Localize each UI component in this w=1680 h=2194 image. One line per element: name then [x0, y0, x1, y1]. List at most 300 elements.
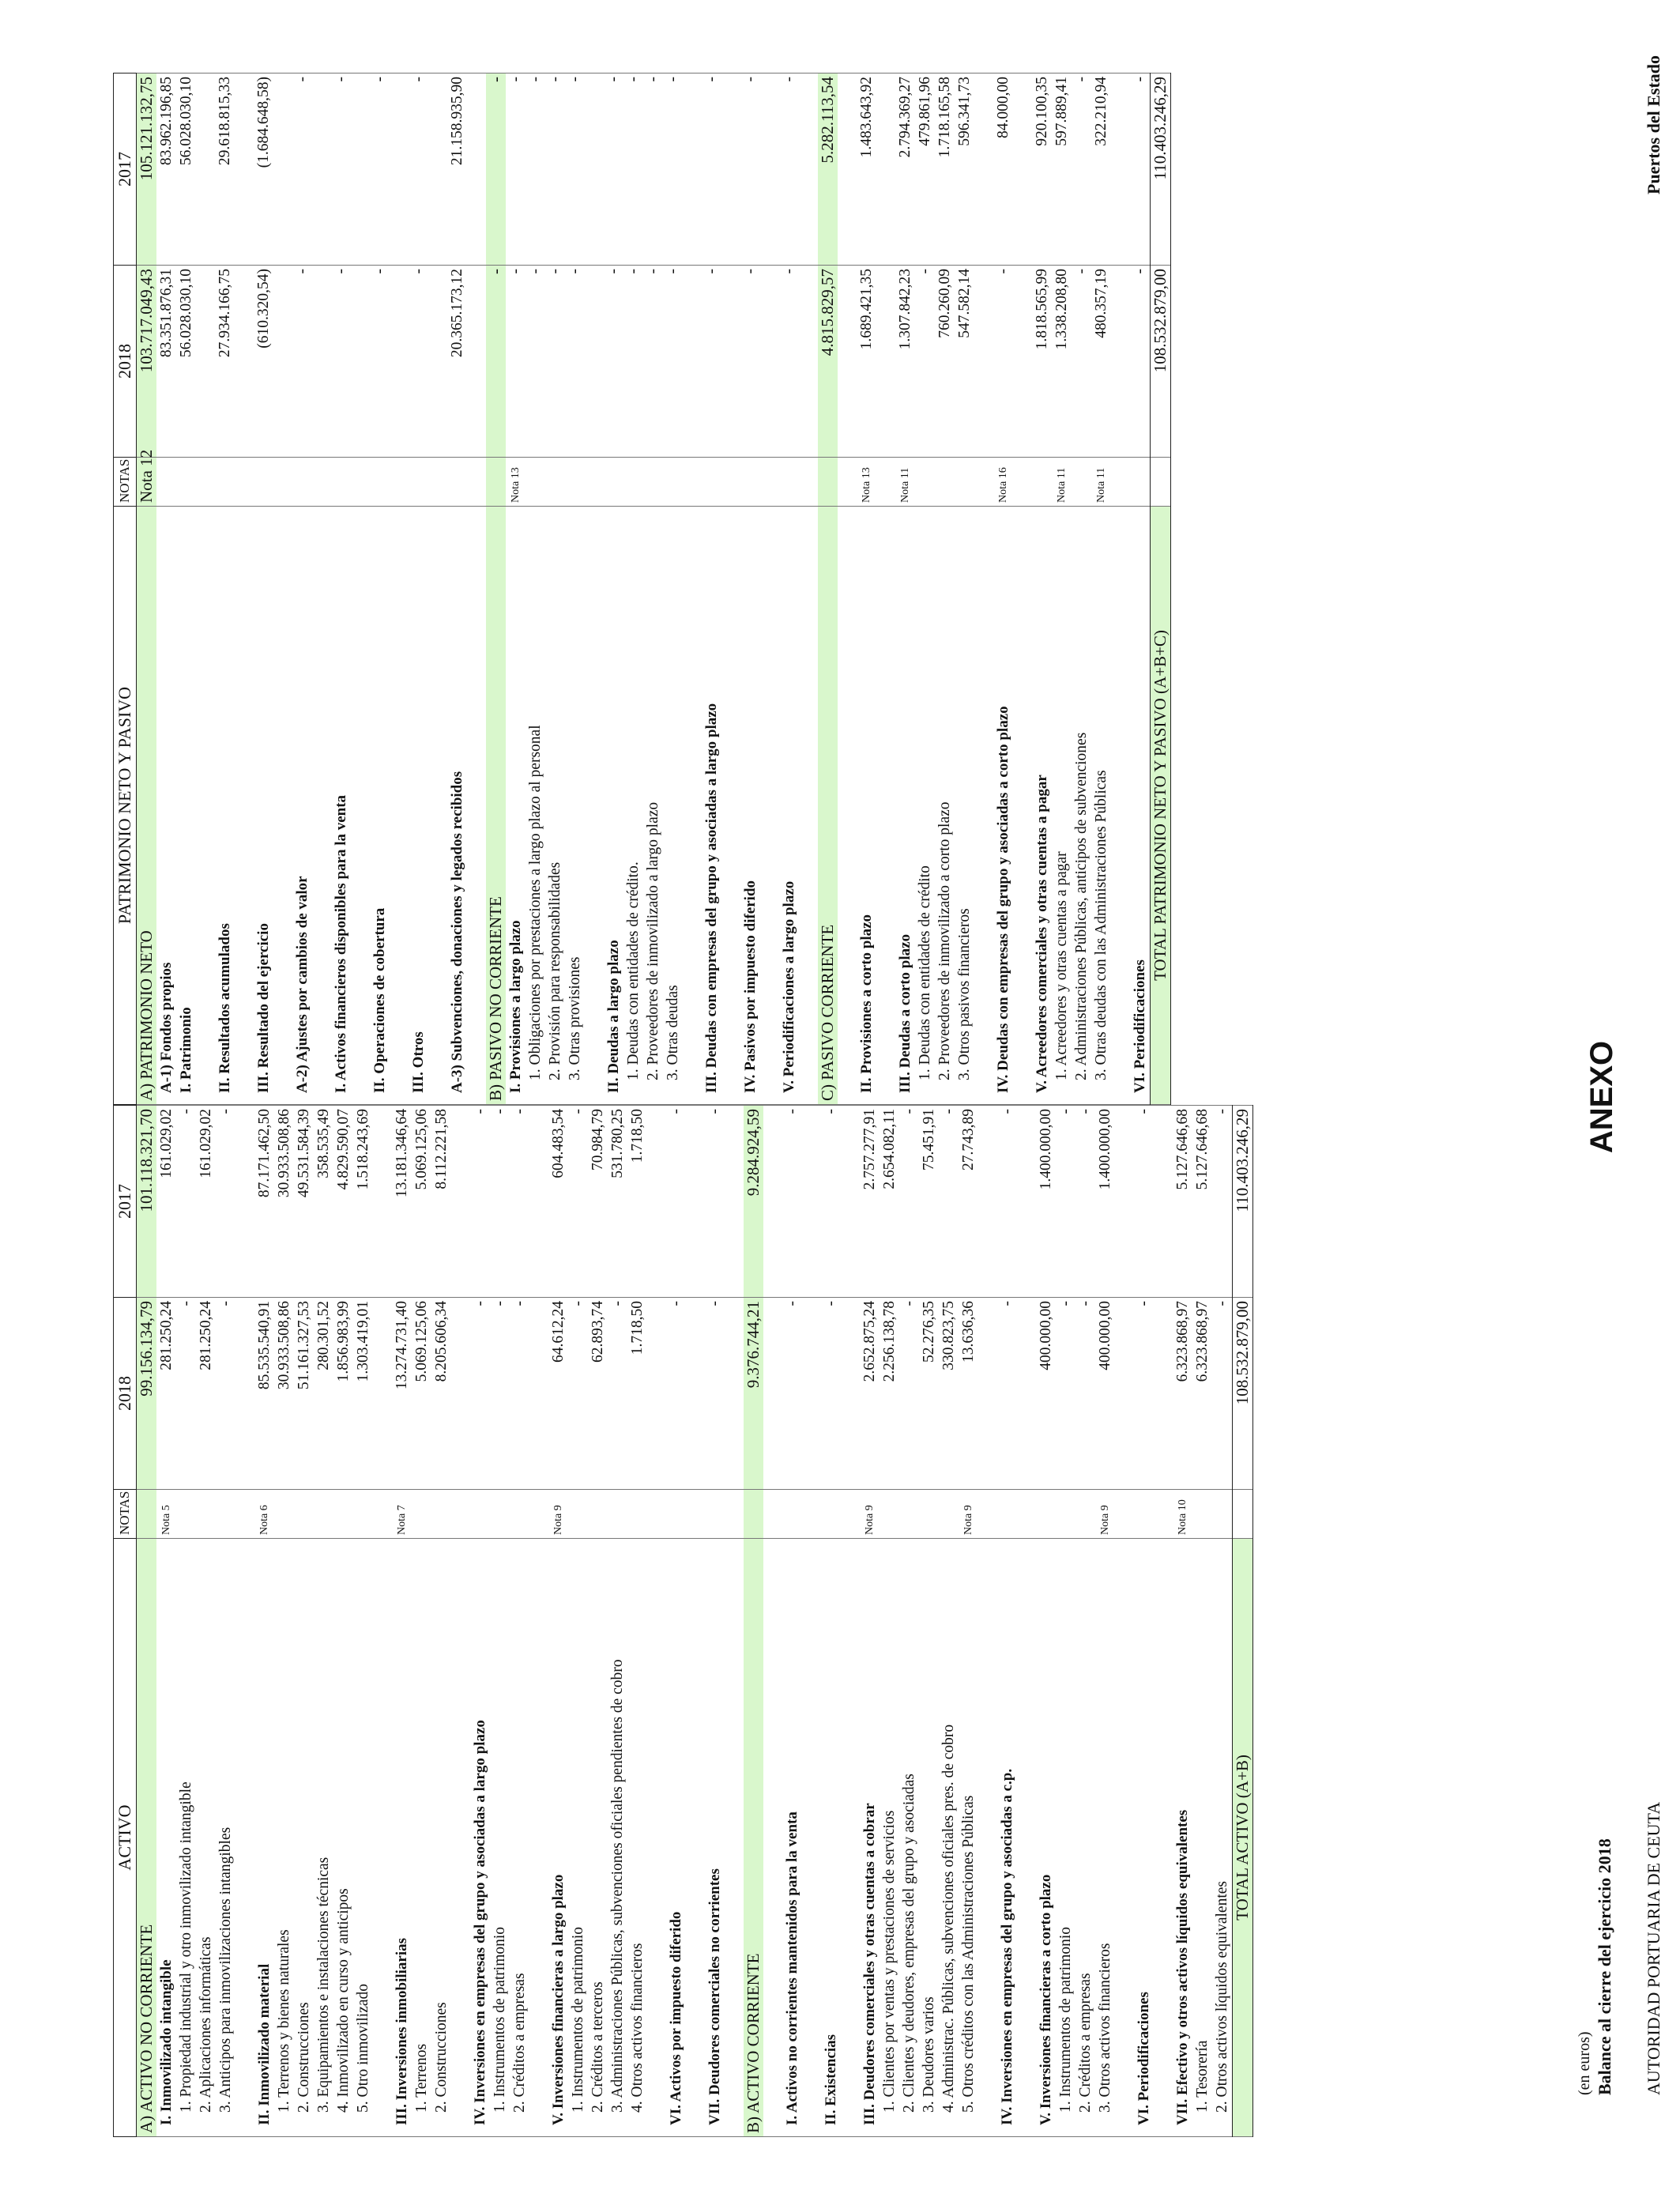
row-nota: Nota 16: [993, 458, 1013, 507]
row-label: III. Otros: [409, 507, 428, 1105]
value-2017: -: [370, 74, 390, 266]
balance-title: Balance al cierre del ejercicio 2018: [1595, 1838, 1614, 2095]
table-row: [370, 74, 390, 1105]
value-2017: -: [216, 1106, 235, 1298]
value-2017: -: [1072, 74, 1091, 266]
row-nota: [779, 458, 799, 507]
row-nota: [899, 1490, 919, 1539]
value-2017: -: [490, 1106, 510, 1298]
row-label: 5. Otros créditos con las Administraciones Públicas: [959, 1539, 978, 2137]
spacer-row: [273, 74, 292, 1105]
table-row: [431, 1106, 451, 2137]
value-2018: 400.000,00: [1095, 1298, 1115, 1490]
value-2018: -: [470, 1298, 490, 1490]
row-label: A-3) Subvenciones, donaciones y legados recibidos: [447, 507, 467, 1105]
row-nota: [740, 458, 760, 507]
table-row: [1032, 74, 1052, 1105]
value-2017: 161.029,02: [196, 1106, 216, 1298]
table-row: [915, 74, 935, 1105]
value-2018: -: [705, 1298, 725, 1490]
row-nota: [915, 458, 935, 507]
row-label: 2. Administraciones Públicas, anticipos de subvenciones: [1072, 507, 1091, 1105]
row-nota: [588, 1490, 608, 1539]
table-row: [490, 1106, 510, 2137]
table-row: [1192, 1106, 1212, 2137]
table-row: [779, 74, 799, 1105]
row-label: 2. Otros activos líquidos equivalentes: [1212, 1539, 1233, 2137]
row-nota: [1032, 458, 1052, 507]
row-label: III. Resultado del ejercicio: [254, 507, 273, 1105]
spacer-row: [373, 1106, 392, 2137]
value-2018: 62.893,74: [588, 1298, 608, 1490]
section-row: [137, 74, 157, 1105]
row-label: V. Inversiones financieras a largo plazo: [548, 1539, 568, 2137]
value-2018: -: [545, 266, 565, 458]
value-2018: 1.307.842,23: [895, 266, 915, 458]
total-2018: 108.532.879,00: [1151, 266, 1171, 458]
table-row: [588, 1106, 608, 2137]
section-row: [744, 1106, 763, 2137]
spacer-row: [196, 74, 215, 1105]
row-label: II. Deudas a largo plazo: [604, 507, 623, 1105]
table-row: [156, 74, 176, 1105]
value-2017: 83.962.196,85: [156, 74, 176, 266]
row-nota: [939, 1490, 959, 1539]
spacer-row: [799, 74, 818, 1105]
value-2018: -: [604, 266, 623, 458]
value-2018: -: [176, 1298, 196, 1490]
value-2017: 84.000,00: [993, 74, 1013, 266]
row-nota: [409, 458, 428, 507]
value-2017: -: [623, 74, 643, 266]
row-label: B) PASIVO NO CORRIENTE: [486, 507, 506, 1105]
row-label: I. Provisiones a largo plazo: [506, 507, 525, 1105]
row-nota: [818, 458, 838, 507]
table-row: [510, 1106, 529, 2137]
value-2017: 2.794.369,27: [895, 74, 915, 266]
row-label: VI. Activos por impuesto diferido: [666, 1539, 686, 2137]
row-nota: [137, 1490, 157, 1539]
table-row: [1036, 1106, 1056, 2137]
value-2018: -: [216, 1298, 235, 1490]
value-2018: -: [565, 266, 585, 458]
row-nota: [510, 1490, 529, 1539]
row-label: 2. Proveedores de inmovilizado a corto plazo: [935, 507, 955, 1105]
row-label: III. Deudas a corto plazo: [895, 507, 915, 1105]
row-label: I. Activos no corrientes mantenidos para la venta: [782, 1539, 802, 2137]
value-2018: 56.028.030,10: [176, 266, 196, 458]
value-2017: 4.829.590,07: [333, 1106, 353, 1298]
value-2017: 920.100,35: [1032, 74, 1052, 266]
row-nota: [176, 1490, 196, 1539]
value-2017: -: [409, 74, 428, 266]
activo-header-2018: 2018: [114, 1298, 137, 1490]
row-nota: Nota 9: [1095, 1490, 1115, 1539]
row-nota: [880, 1490, 899, 1539]
row-label: V. Inversiones financieras a corto plazo: [1036, 1539, 1056, 2137]
row-label: 1. Acreedores y otras cuentas a pagar: [1052, 507, 1072, 1105]
row-label: 5. Otro inmovilizado: [353, 1539, 373, 2137]
row-label: III. Deudores comerciales y otras cuentas a cobrar: [860, 1539, 880, 2137]
row-label: 3. Anticipos para inmovilizaciones intangibles: [216, 1539, 235, 2137]
row-label: IV. Inversiones en empresas del grupo y asociadas a c.p.: [997, 1539, 1017, 2137]
row-nota: [1075, 1490, 1095, 1539]
row-label: 2. Proveedores de inmovilizado a largo plazo: [643, 507, 663, 1105]
row-nota: [331, 458, 351, 507]
row-label: A-2) Ajustes por cambios de valor: [292, 507, 312, 1105]
value-2018: 9.376.744,21: [744, 1298, 763, 1490]
row-label: 3. Otras deudas con las Administraciones Públicas: [1091, 507, 1111, 1105]
value-2018: -: [821, 1298, 841, 1490]
row-nota: [196, 1490, 216, 1539]
row-nota: Nota 12: [137, 458, 157, 507]
row-nota: [525, 458, 545, 507]
row-label: II. Operaciones de cobertura: [370, 507, 390, 1105]
row-nota: [919, 1490, 939, 1539]
value-2017: 161.029,02: [156, 1106, 176, 1298]
row-label: VI. Periodificaciones: [1130, 507, 1151, 1105]
value-2017: -: [604, 74, 623, 266]
row-label: 3. Administraciones Públicas, subvenciones oficiales pendientes de cobro: [608, 1539, 627, 2137]
row-nota: [156, 458, 176, 507]
row-label: 3. Otras provisiones: [565, 507, 585, 1105]
table-row: [1095, 1106, 1115, 2137]
value-2018: 6.323.868,97: [1192, 1298, 1212, 1490]
row-label: I. Inmovilizado intangible: [156, 1539, 176, 2137]
row-nota: [935, 458, 955, 507]
row-label: 1. Deudas con entidades de crédito.: [623, 507, 643, 1105]
table-row: [156, 1106, 176, 2137]
row-nota: [1134, 1490, 1154, 1539]
section-row: [818, 74, 838, 1105]
row-label: I. Patrimonio: [176, 507, 196, 1105]
value-2018: -: [663, 266, 683, 458]
value-2018: 330.823,75: [939, 1298, 959, 1490]
value-2018: -: [490, 1298, 510, 1490]
spacer-row: [585, 74, 604, 1105]
row-label: 1. Terrenos: [412, 1539, 431, 2137]
total-nota: [1151, 458, 1171, 507]
value-2017: 101.118.321,70: [137, 1106, 157, 1298]
organization-name: AUTORIDAD PORTUARIA DE CEUTA: [1644, 1801, 1663, 2095]
table-row: [353, 1106, 373, 2137]
value-2017: 5.127.646,68: [1173, 1106, 1192, 1298]
row-label: III. Inversiones inmobiliarias: [392, 1539, 412, 2137]
value-2018: 1.689.421,35: [857, 266, 876, 458]
value-2017: -: [1056, 1106, 1075, 1298]
spacer-row: [451, 1106, 470, 2137]
row-nota: Nota 9: [548, 1490, 568, 1539]
value-2017: 1.400.000,00: [1095, 1106, 1115, 1298]
table-row: [663, 74, 683, 1105]
table-row: [525, 74, 545, 1105]
spacer-row: [529, 1106, 548, 2137]
row-nota: [274, 1490, 294, 1539]
row-nota: Nota 10: [1173, 1490, 1192, 1539]
value-2017: (1.684.648,58): [254, 74, 273, 266]
table-row: [1212, 1106, 1233, 2137]
row-nota: [370, 458, 390, 507]
row-label: 3. Deudores varios: [919, 1539, 939, 2137]
row-label: II. Provisiones a corto plazo: [857, 507, 876, 1105]
table-row: [782, 1106, 802, 2137]
row-nota: Nota 5: [156, 1490, 176, 1539]
row-label: 4. Otros activos financieros: [627, 1539, 647, 2137]
value-2017: -: [821, 1106, 841, 1298]
value-2018: 64.612,24: [548, 1298, 568, 1490]
row-label: II. Resultados acumulados: [215, 507, 235, 1105]
row-label: 3. Equipamientos e instalaciones técnicas: [314, 1539, 333, 2137]
spacer-row: [1154, 1106, 1173, 2137]
row-nota: [565, 458, 585, 507]
row-label: 1. Tesorería: [1192, 1539, 1212, 2137]
row-label: 3. Otros activos financieros: [1095, 1539, 1115, 2137]
row-nota: [353, 1490, 373, 1539]
value-2018: 760.260,09: [935, 266, 955, 458]
table-row: [176, 1106, 196, 2137]
value-2017: 8.112.221,58: [431, 1106, 451, 1298]
row-nota: [215, 458, 235, 507]
value-2018: -: [1212, 1298, 1233, 1490]
value-2018: -: [915, 266, 935, 458]
spacer-row: [467, 74, 486, 1105]
row-label: III. Deudas con empresas del grupo y asociadas a largo plazo: [702, 507, 721, 1105]
value-2017: 49.531.584,39: [294, 1106, 314, 1298]
row-nota: [1130, 458, 1151, 507]
activo-header-notas: NOTAS: [114, 1490, 137, 1539]
balance-units: (en euros): [1576, 2031, 1593, 2095]
value-2017: -: [565, 74, 585, 266]
spacer-row: [760, 74, 779, 1105]
row-label: 1. Instrumentos de patrimonio: [490, 1539, 510, 2137]
value-2018: -: [623, 266, 643, 458]
value-2018: -: [899, 1298, 919, 1490]
value-2018: -: [409, 266, 428, 458]
value-2017: -: [545, 74, 565, 266]
value-2017: -: [740, 74, 760, 266]
table-row: [604, 74, 623, 1105]
row-label: A-1) Fondos propios: [156, 507, 176, 1105]
value-2017: 5.069.125,06: [412, 1106, 431, 1298]
table-row: [294, 1106, 314, 2137]
value-2017: -: [643, 74, 663, 266]
row-label: VII. Deudores comerciales no corrientes: [705, 1539, 725, 2137]
value-2018: 6.323.868,97: [1173, 1298, 1192, 1490]
value-2017: -: [470, 1106, 490, 1298]
value-2018: -: [370, 266, 390, 458]
value-2017: 9.284.924,59: [744, 1106, 763, 1298]
row-nota: [176, 458, 196, 507]
pasivo-header-2018: 2018: [114, 266, 137, 458]
spacer-row: [978, 1106, 997, 2137]
table-row: [314, 1106, 333, 2137]
table-row: [919, 1106, 939, 2137]
table-row: [506, 74, 525, 1105]
total-label: TOTAL ACTIVO (A+B): [1233, 1539, 1253, 2137]
value-2017: -: [782, 1106, 802, 1298]
value-2017: -: [663, 74, 683, 266]
row-label: 1. Propiedad industrial y otro inmovilizado intangible: [176, 1539, 196, 2137]
row-nota: Nota 11: [1091, 458, 1111, 507]
pasivo-table: [113, 74, 1171, 1105]
table-row: [666, 1106, 686, 2137]
value-2018: 280.301,52: [314, 1298, 333, 1490]
value-2017: 358.535,49: [314, 1106, 333, 1298]
value-2018: -: [740, 266, 760, 458]
value-2017: 1.718.165,58: [935, 74, 955, 266]
value-2018: -: [568, 1298, 588, 1490]
spacer-row: [428, 74, 447, 1105]
spacer-row: [876, 74, 895, 1105]
table-row: [216, 1106, 235, 2137]
row-nota: [1212, 1490, 1233, 1539]
row-label: A) ACTIVO NO CORRIENTE: [137, 1539, 157, 2137]
row-nota: [294, 1490, 314, 1539]
total-nota: [1233, 1490, 1253, 1539]
row-label: C) PASIVO CORRIENTE: [818, 507, 838, 1105]
row-label: 2. Provisión para responsabilidades: [545, 507, 565, 1105]
row-nota: Nota 9: [860, 1490, 880, 1539]
table-row: [1130, 74, 1151, 1105]
value-2017: -: [705, 1106, 725, 1298]
row-label: 1. Instrumentos de patrimonio: [568, 1539, 588, 2137]
pasivo-header-notas: NOTAS: [114, 458, 137, 507]
row-nota: [292, 458, 312, 507]
value-2018: -: [486, 266, 506, 458]
row-label: 2. Créditos a terceros: [588, 1539, 608, 2137]
spacer-row: [838, 74, 857, 1105]
row-nota: Nota 11: [1052, 458, 1072, 507]
table-row: [643, 74, 663, 1105]
row-label: 2. Construcciones: [431, 1539, 451, 2137]
value-2018: 27.934.166,75: [215, 266, 235, 458]
row-nota: [821, 1490, 841, 1539]
table-row: [627, 1106, 647, 2137]
value-2017: 30.933.508,86: [274, 1106, 294, 1298]
spacer-row: [841, 1106, 860, 2137]
value-2017: -: [1130, 74, 1151, 266]
row-nota: Nota 11: [895, 458, 915, 507]
row-label: 2. Clientes y deudores, empresas del grupo y asociadas: [899, 1539, 919, 2137]
table-row: [821, 1106, 841, 2137]
value-2017: -: [997, 1106, 1017, 1298]
value-2017: -: [568, 1106, 588, 1298]
activo-header-label: ACTIVO: [114, 1539, 137, 2137]
table-row: [196, 1106, 216, 2137]
value-2018: -: [510, 1298, 529, 1490]
value-2018: 85.535.540,91: [254, 1298, 274, 1490]
row-label: 2. Aplicaciones informáticas: [196, 1539, 216, 2137]
spacer-row: [974, 74, 993, 1105]
spacer-row: [721, 74, 740, 1105]
row-label: IV. Inversiones en empresas del grupo y asociadas a largo plazo: [470, 1539, 490, 2137]
row-nota: [490, 1490, 510, 1539]
table-row: [447, 74, 467, 1105]
spacer-row: [686, 1106, 705, 2137]
value-2018: -: [993, 266, 1013, 458]
row-nota: [608, 1490, 627, 1539]
row-nota: [955, 458, 974, 507]
row-nota: [627, 1490, 647, 1539]
value-2017: 2.757.277,91: [860, 1106, 880, 1298]
table-row: [997, 1106, 1017, 2137]
value-2017: 87.171.462,50: [254, 1106, 274, 1298]
row-label: 1. Instrumentos de patrimonio: [1056, 1539, 1075, 2137]
value-2018: -: [1075, 1298, 1095, 1490]
value-2017: 1.718,50: [627, 1106, 647, 1298]
value-2017: 1.483.643,92: [857, 74, 876, 266]
value-2017: -: [486, 74, 506, 266]
value-2018: -: [506, 266, 525, 458]
row-nota: [333, 1490, 353, 1539]
table-row: [939, 1106, 959, 2137]
row-nota: [431, 1490, 451, 1539]
spacer-row: [351, 74, 370, 1105]
total-label: TOTAL PATRIMONIO NETO Y PASIVO (A+B+C): [1151, 507, 1171, 1105]
table-row: [955, 74, 974, 1105]
value-2018: -: [1072, 266, 1091, 458]
row-label: I. Activos financieros disponibles para la venta: [331, 507, 351, 1105]
value-2018: 1.718,50: [627, 1298, 647, 1490]
row-nota: [702, 458, 721, 507]
row-label: IV. Deudas con empresas del grupo y asociadas a corto plazo: [993, 507, 1013, 1105]
value-2017: 597.889,41: [1052, 74, 1072, 266]
value-2017: -: [779, 74, 799, 266]
row-label: V. Periodificaciones a largo plazo: [779, 507, 799, 1105]
row-label: IV. Pasivos por impuesto diferido: [740, 507, 760, 1105]
row-label: 3. Otros pasivos financieros: [955, 507, 974, 1105]
table-row: [470, 1106, 490, 2137]
row-label: V. Acreedores comerciales y otras cuentas a pagar: [1032, 507, 1052, 1105]
row-nota: [782, 1490, 802, 1539]
row-label: VI. Periodificaciones: [1134, 1539, 1154, 2137]
spacer-row: [390, 74, 409, 1105]
value-2018: 83.351.876,31: [156, 266, 176, 458]
table-row: [935, 74, 955, 1105]
row-nota: Nota 13: [857, 458, 876, 507]
table-row: [993, 74, 1013, 1105]
row-nota: [1072, 458, 1091, 507]
value-2017: -: [939, 1106, 959, 1298]
value-2018: 13.636,36: [959, 1298, 978, 1490]
value-2017: 56.028.030,10: [176, 74, 196, 266]
value-2018: -: [643, 266, 663, 458]
value-2017: 1.400.000,00: [1036, 1106, 1056, 1298]
value-2017: -: [702, 74, 721, 266]
row-label: 4. Administrac. Públicas, subvenciones oficiales pres. de cobro: [939, 1539, 959, 2137]
row-label: 4. Inmovilizado en curso y anticipos: [333, 1539, 353, 2137]
value-2017: 5.127.646,68: [1192, 1106, 1212, 1298]
value-2018: 8.205.606,34: [431, 1298, 451, 1490]
row-nota: [568, 1490, 588, 1539]
table-row: [740, 74, 760, 1105]
row-label: B) ACTIVO CORRIENTE: [744, 1539, 763, 2137]
row-nota: [705, 1490, 725, 1539]
table-row: [1075, 1106, 1095, 2137]
table-row: [899, 1106, 919, 2137]
table-row: [705, 1106, 725, 2137]
row-label: 1. Obligaciones por prestaciones a largo plazo al personal: [525, 507, 545, 1105]
table-row: [548, 1106, 568, 2137]
row-nota: [1192, 1490, 1212, 1539]
value-2017: 29.618.815,33: [215, 74, 235, 266]
annex-title: ANEXO: [1584, 1040, 1619, 1154]
row-nota: [1056, 1490, 1075, 1539]
table-row: [292, 74, 312, 1105]
spacer-row: [235, 1106, 254, 2137]
value-2017: -: [331, 74, 351, 266]
total-row: [1151, 74, 1171, 1105]
